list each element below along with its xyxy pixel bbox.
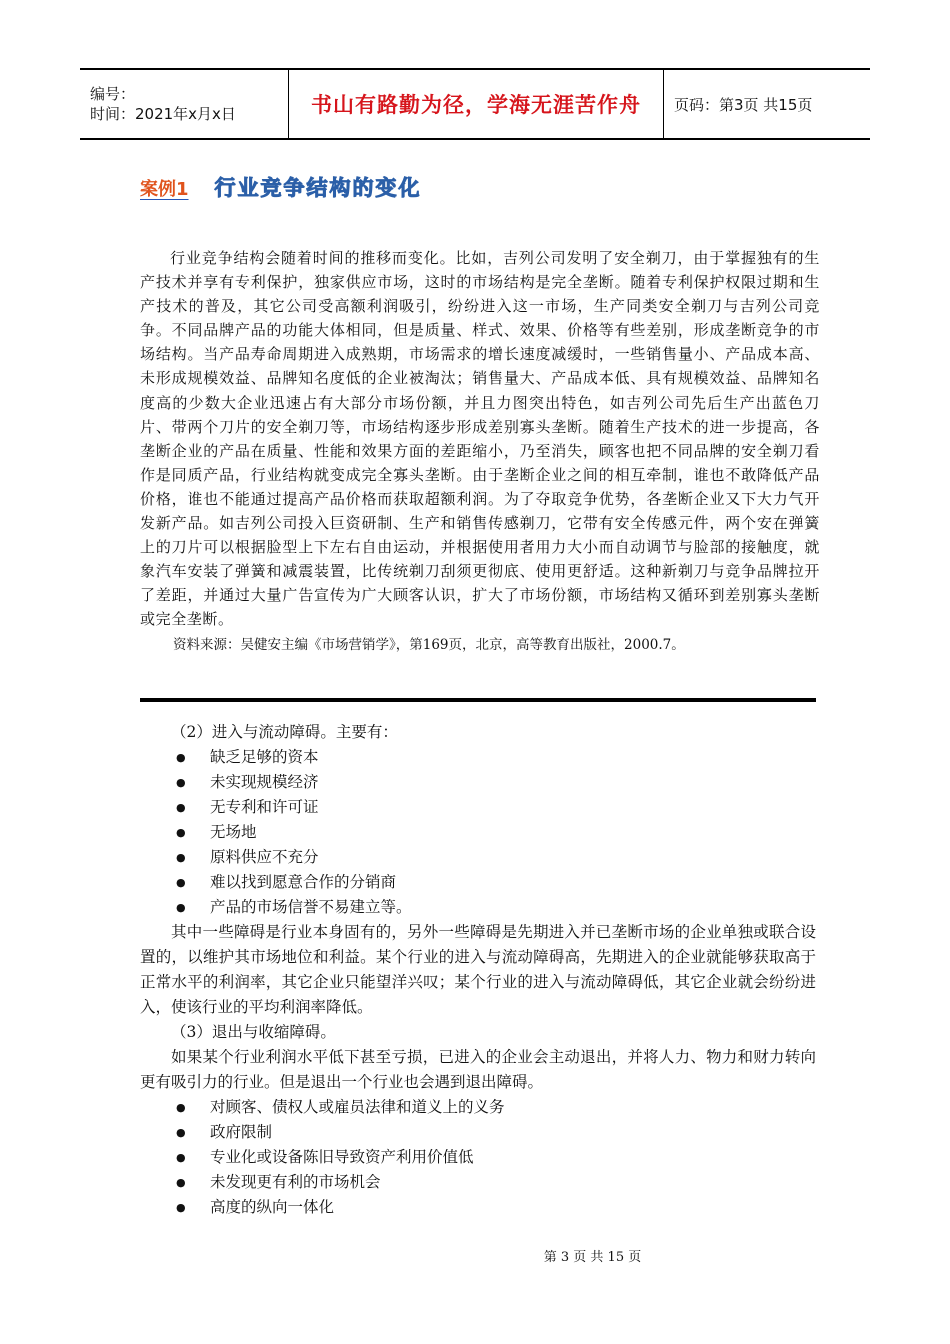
case-paragraph: 行业竞争结构会随着时间的推移而变化。比如，吉列公司发明了安全剃刀，由于掌握独有的生产技术并享有专利保护，独家供应市场，这时的市场结构是完全垄断。随着专利保护权限过期和生产技术的普及，其它公司受高额利润吸引，纷纷进入这一市场，生产同类安全剃刀与吉列公司竞争。不同品牌产品的功能大体相同，但是质量、样式、效果、价格等有些差别，形成垄断竞争的市场结构。当产品寿命周期进入成熟期，市场需求的增长速度减缓时，一些销售量小、产品成本高、未形成规模效益、品牌知名度低的企业被淘汰；销售量大、产品成本低、具有规模效益、品牌知名度高的少数大企业迅速占有大部分市场份额，并且力图突出特色，如吉列公司先后生产出蓝色刀片、带两个刀片的安全剃刀等，市场结构逐步形成差别寡头垄断。随着生产技术的进一步提高，各垄断企业的产品在质量、性能和效果方面的差距缩小，乃至消失，顾客也把不同品牌的安全剃刀看作是同质产品，行业结构就变成完全寡头垄断。由于垄断企业之间的相互牵制，谁也不敢降低产品价格，谁也不能通过提高产品价格而获取超额利润。为了夺取竞争优势，各垄断企业又下大力气开发新产品。如吉列公司投入巨资研制、生产和销售传感剃刀，它带有安全传感元件，两个安在弹簧上的刀片可以根据脸型上下左右自由运动，并根据使用者用力大小而自动调节与脸部的接触度，就象汽车安装了弹簧和减震装置，比传统剃刀刮须更彻底、使用更舒适。这种新剃刀与竞争品牌拉开了差距，并通过大量广告宣传为广大顾客认识，扩大了市场份额，市场结构又循环到差别寡头垄断或完全垄断。 xyxy=(140,249,820,629)
list-item-text: 未发现更有利的市场机会 xyxy=(210,1173,381,1191)
entry-barrier-list xyxy=(140,745,816,920)
list-item-text: 对顾客、债权人或雇员法律和道义上的义务 xyxy=(210,1098,505,1116)
list-item xyxy=(140,795,816,820)
case-study-box xyxy=(140,246,820,655)
list-item-text: 专业化或设备陈旧导致资产利用价值低 xyxy=(210,1148,474,1166)
bullet-icon: ● xyxy=(176,826,186,839)
list-item xyxy=(140,870,816,895)
list-item xyxy=(140,1095,816,1120)
list-item-text: 产品的市场信誉不易建立等。 xyxy=(210,898,412,916)
bullet-icon: ● xyxy=(176,1176,186,1189)
page-header xyxy=(80,68,870,140)
bullet-icon: ● xyxy=(176,851,186,864)
list-item-text: 难以找到愿意合作的分销商 xyxy=(210,873,397,891)
list-item-text: 原料供应不充分 xyxy=(210,848,319,866)
list-item-text: 未实现规模经济 xyxy=(210,773,319,791)
header-motto-cell xyxy=(289,70,664,138)
list-item xyxy=(140,1195,816,1220)
list-item xyxy=(140,745,816,770)
list-item-text: 无场地 xyxy=(210,823,257,841)
bullet-icon: ● xyxy=(176,751,186,764)
section2-paragraph: 其中一些障碍是行业本身固有的，另外一些障碍是先期进入并已垄断市场的企业单独或联合设置的，以维护其市场地位和利益。某个行业的进入与流动障碍高，先期进入的企业就能够获取高于正常水平的利润率，其它企业只能望洋兴叹；某个行业的进入与流动障碍低，其它企业就会纷纷进入，使该行业的平均利润率降低。 xyxy=(140,923,816,1016)
page-info: 页码：第3页 共15页 xyxy=(674,95,813,114)
bullet-icon: ● xyxy=(176,1151,186,1164)
header-meta xyxy=(80,70,289,138)
case-label: 案例1 xyxy=(140,179,189,200)
list-item xyxy=(140,1170,816,1195)
bullet-icon: ● xyxy=(176,801,186,814)
list-item xyxy=(140,845,816,870)
section2-heading: （2）进入与流动障碍。主要有： xyxy=(171,723,398,741)
list-item-text: 政府限制 xyxy=(210,1123,273,1141)
case-source: 资料来源：吴健安主编《市场营销学》，第169页，北京，高等教育出版社，2000.7。 xyxy=(173,636,685,653)
list-item xyxy=(140,820,816,845)
list-item-text: 缺乏足够的资本 xyxy=(210,748,319,766)
list-item xyxy=(140,1120,816,1145)
time-label: 时间：2021年x月x日 xyxy=(90,105,236,123)
list-item-text: 高度的纵向一体化 xyxy=(210,1198,335,1216)
bullet-icon: ● xyxy=(176,901,186,914)
section-divider xyxy=(140,698,816,702)
bullet-icon: ● xyxy=(176,1126,186,1139)
list-item-text: 无专利和许可证 xyxy=(210,798,319,816)
motto: 书山有路勤为径，学海无涯苦作舟 xyxy=(311,93,641,117)
case-title: 行业竞争结构的变化 xyxy=(214,176,422,200)
number-label: 编号： xyxy=(90,85,136,103)
header-page-info-cell xyxy=(664,70,870,138)
page-footer: 第 3 页 共 15 页 xyxy=(543,1250,642,1265)
section3-paragraph: 如果某个行业利润水平低下甚至亏损，已进入的企业会主动退出，并将人力、物力和财力转向更有吸引力的行业。但是退出一个行业也会遇到退出障碍。 xyxy=(140,1048,816,1091)
bullet-icon: ● xyxy=(176,1101,186,1114)
list-item xyxy=(140,770,816,795)
exit-barrier-list xyxy=(140,1095,816,1220)
bullet-icon: ● xyxy=(176,776,186,789)
case-heading xyxy=(140,172,422,202)
main-body xyxy=(140,720,816,1220)
bullet-icon: ● xyxy=(176,1201,186,1214)
list-item xyxy=(140,1145,816,1170)
list-item xyxy=(140,895,816,920)
bullet-icon: ● xyxy=(176,876,186,889)
section3-heading: （3）退出与收缩障碍。 xyxy=(171,1023,336,1041)
